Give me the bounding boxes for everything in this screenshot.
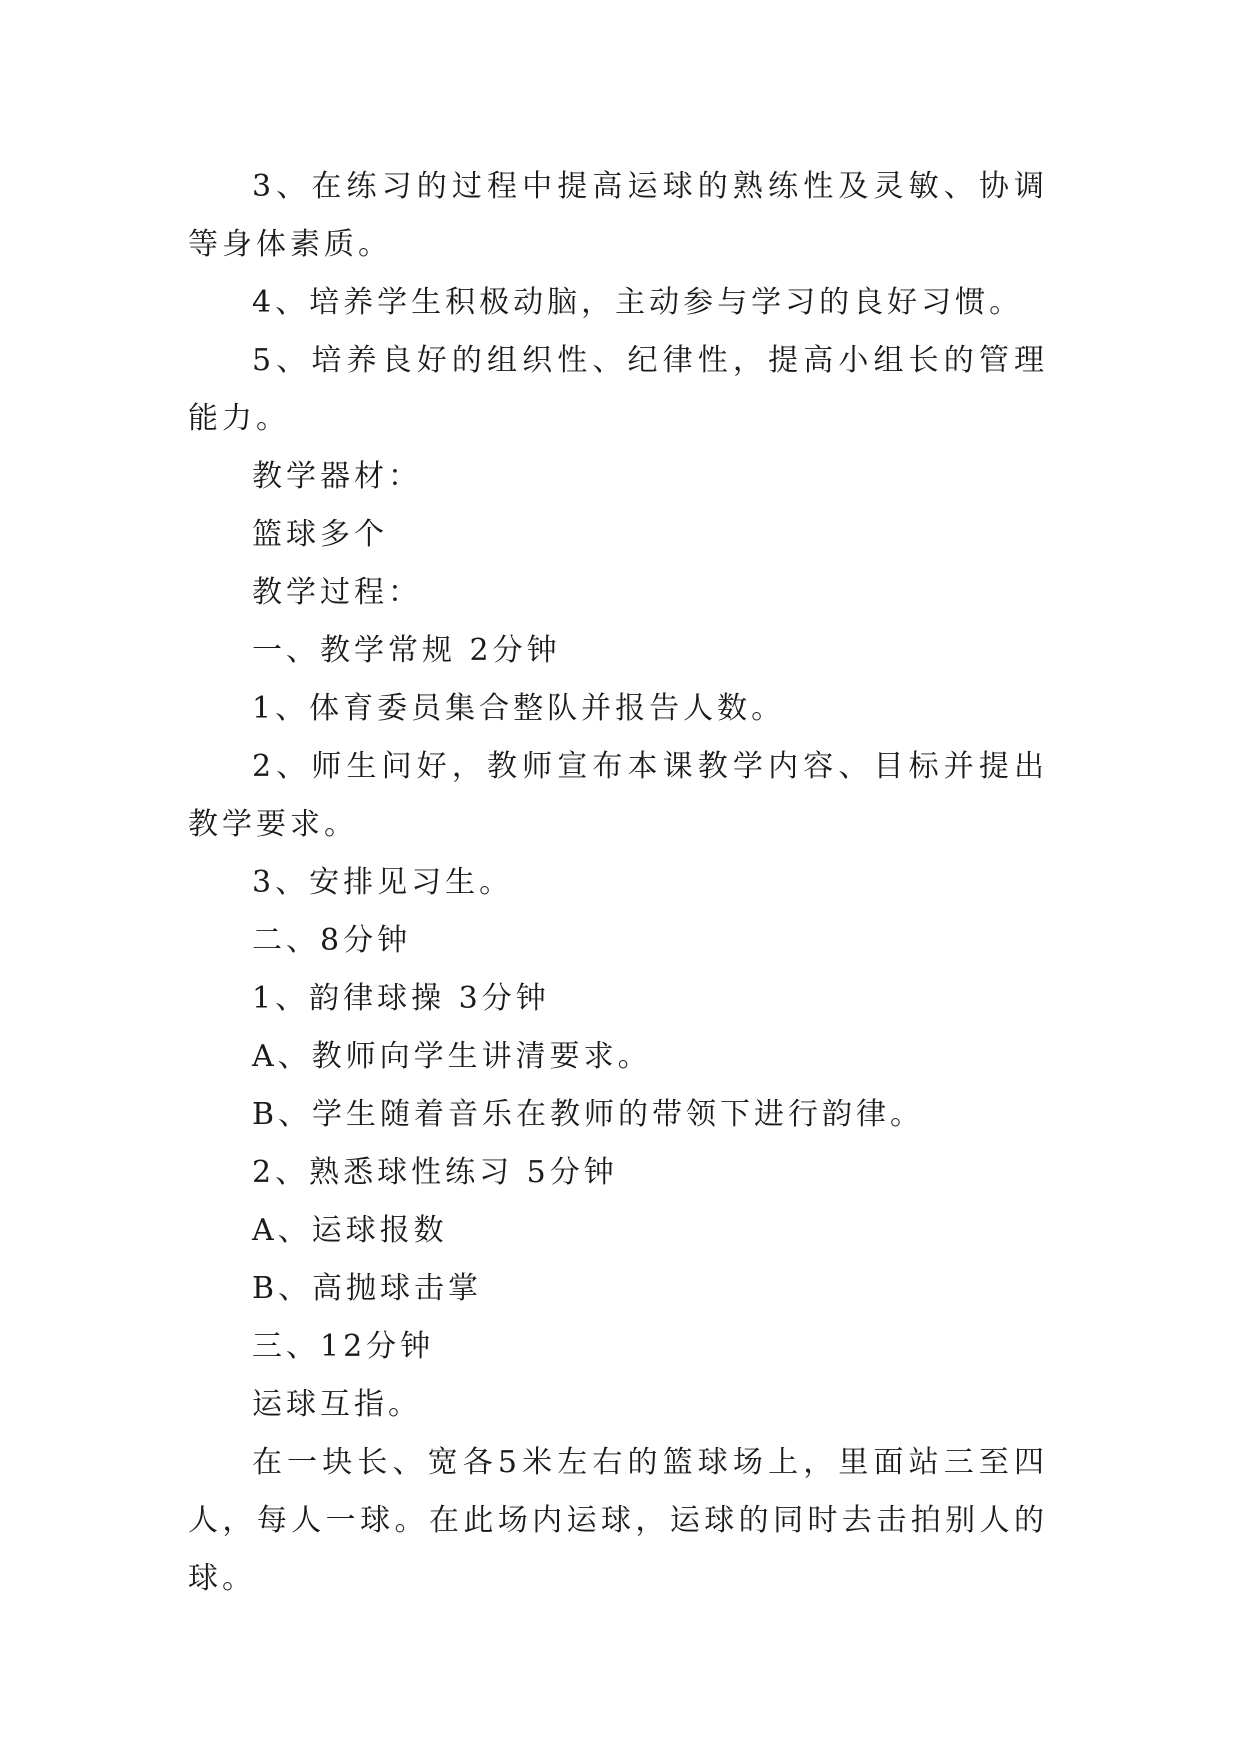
paragraph: 3、在练习的过程中提高运球的熟练性及灵敏、协调等身体素质。	[188, 169, 1048, 262]
paragraph: 4、培养学生积极动脑，主动参与学习的良好习惯。	[252, 285, 1024, 320]
paragraph: 2、熟悉球性练习 5分钟	[252, 1155, 618, 1190]
section-heading: 二、8分钟	[252, 923, 412, 958]
paragraph: 篮球多个	[252, 517, 388, 552]
section-heading: 一、教学常规 2分钟	[252, 633, 561, 668]
paragraph: A、教师向学生讲清要求。	[252, 1039, 652, 1074]
paragraph: 3、安排见习生。	[252, 865, 514, 900]
paragraph: 1、韵律球操 3分钟	[252, 981, 550, 1016]
section-heading: 教学过程：	[252, 575, 422, 610]
section-heading: 教学器材：	[252, 459, 422, 494]
document-body	[188, 158, 1048, 1608]
paragraph: B、高抛球击掌	[252, 1271, 483, 1306]
paragraph: 在一块长、宽各5米左右的篮球场上，里面站三至四人，每人一球。在此场内运球，运球的同时去击拍别人的球。	[188, 1445, 1048, 1596]
paragraph: 2、师生问好，教师宣布本课教学内容、目标并提出教学要求。	[188, 749, 1048, 842]
paragraph: A、运球报数	[252, 1213, 448, 1248]
section-heading: 三、12分钟	[252, 1329, 435, 1364]
paragraph: 运球互指。	[252, 1387, 422, 1422]
paragraph: B、学生随着音乐在教师的带领下进行韵律。	[252, 1097, 925, 1132]
paragraph: 5、培养良好的组织性、纪律性，提高小组长的管理能力。	[188, 343, 1048, 436]
paragraph: 1、体育委员集合整队并报告人数。	[252, 691, 786, 726]
